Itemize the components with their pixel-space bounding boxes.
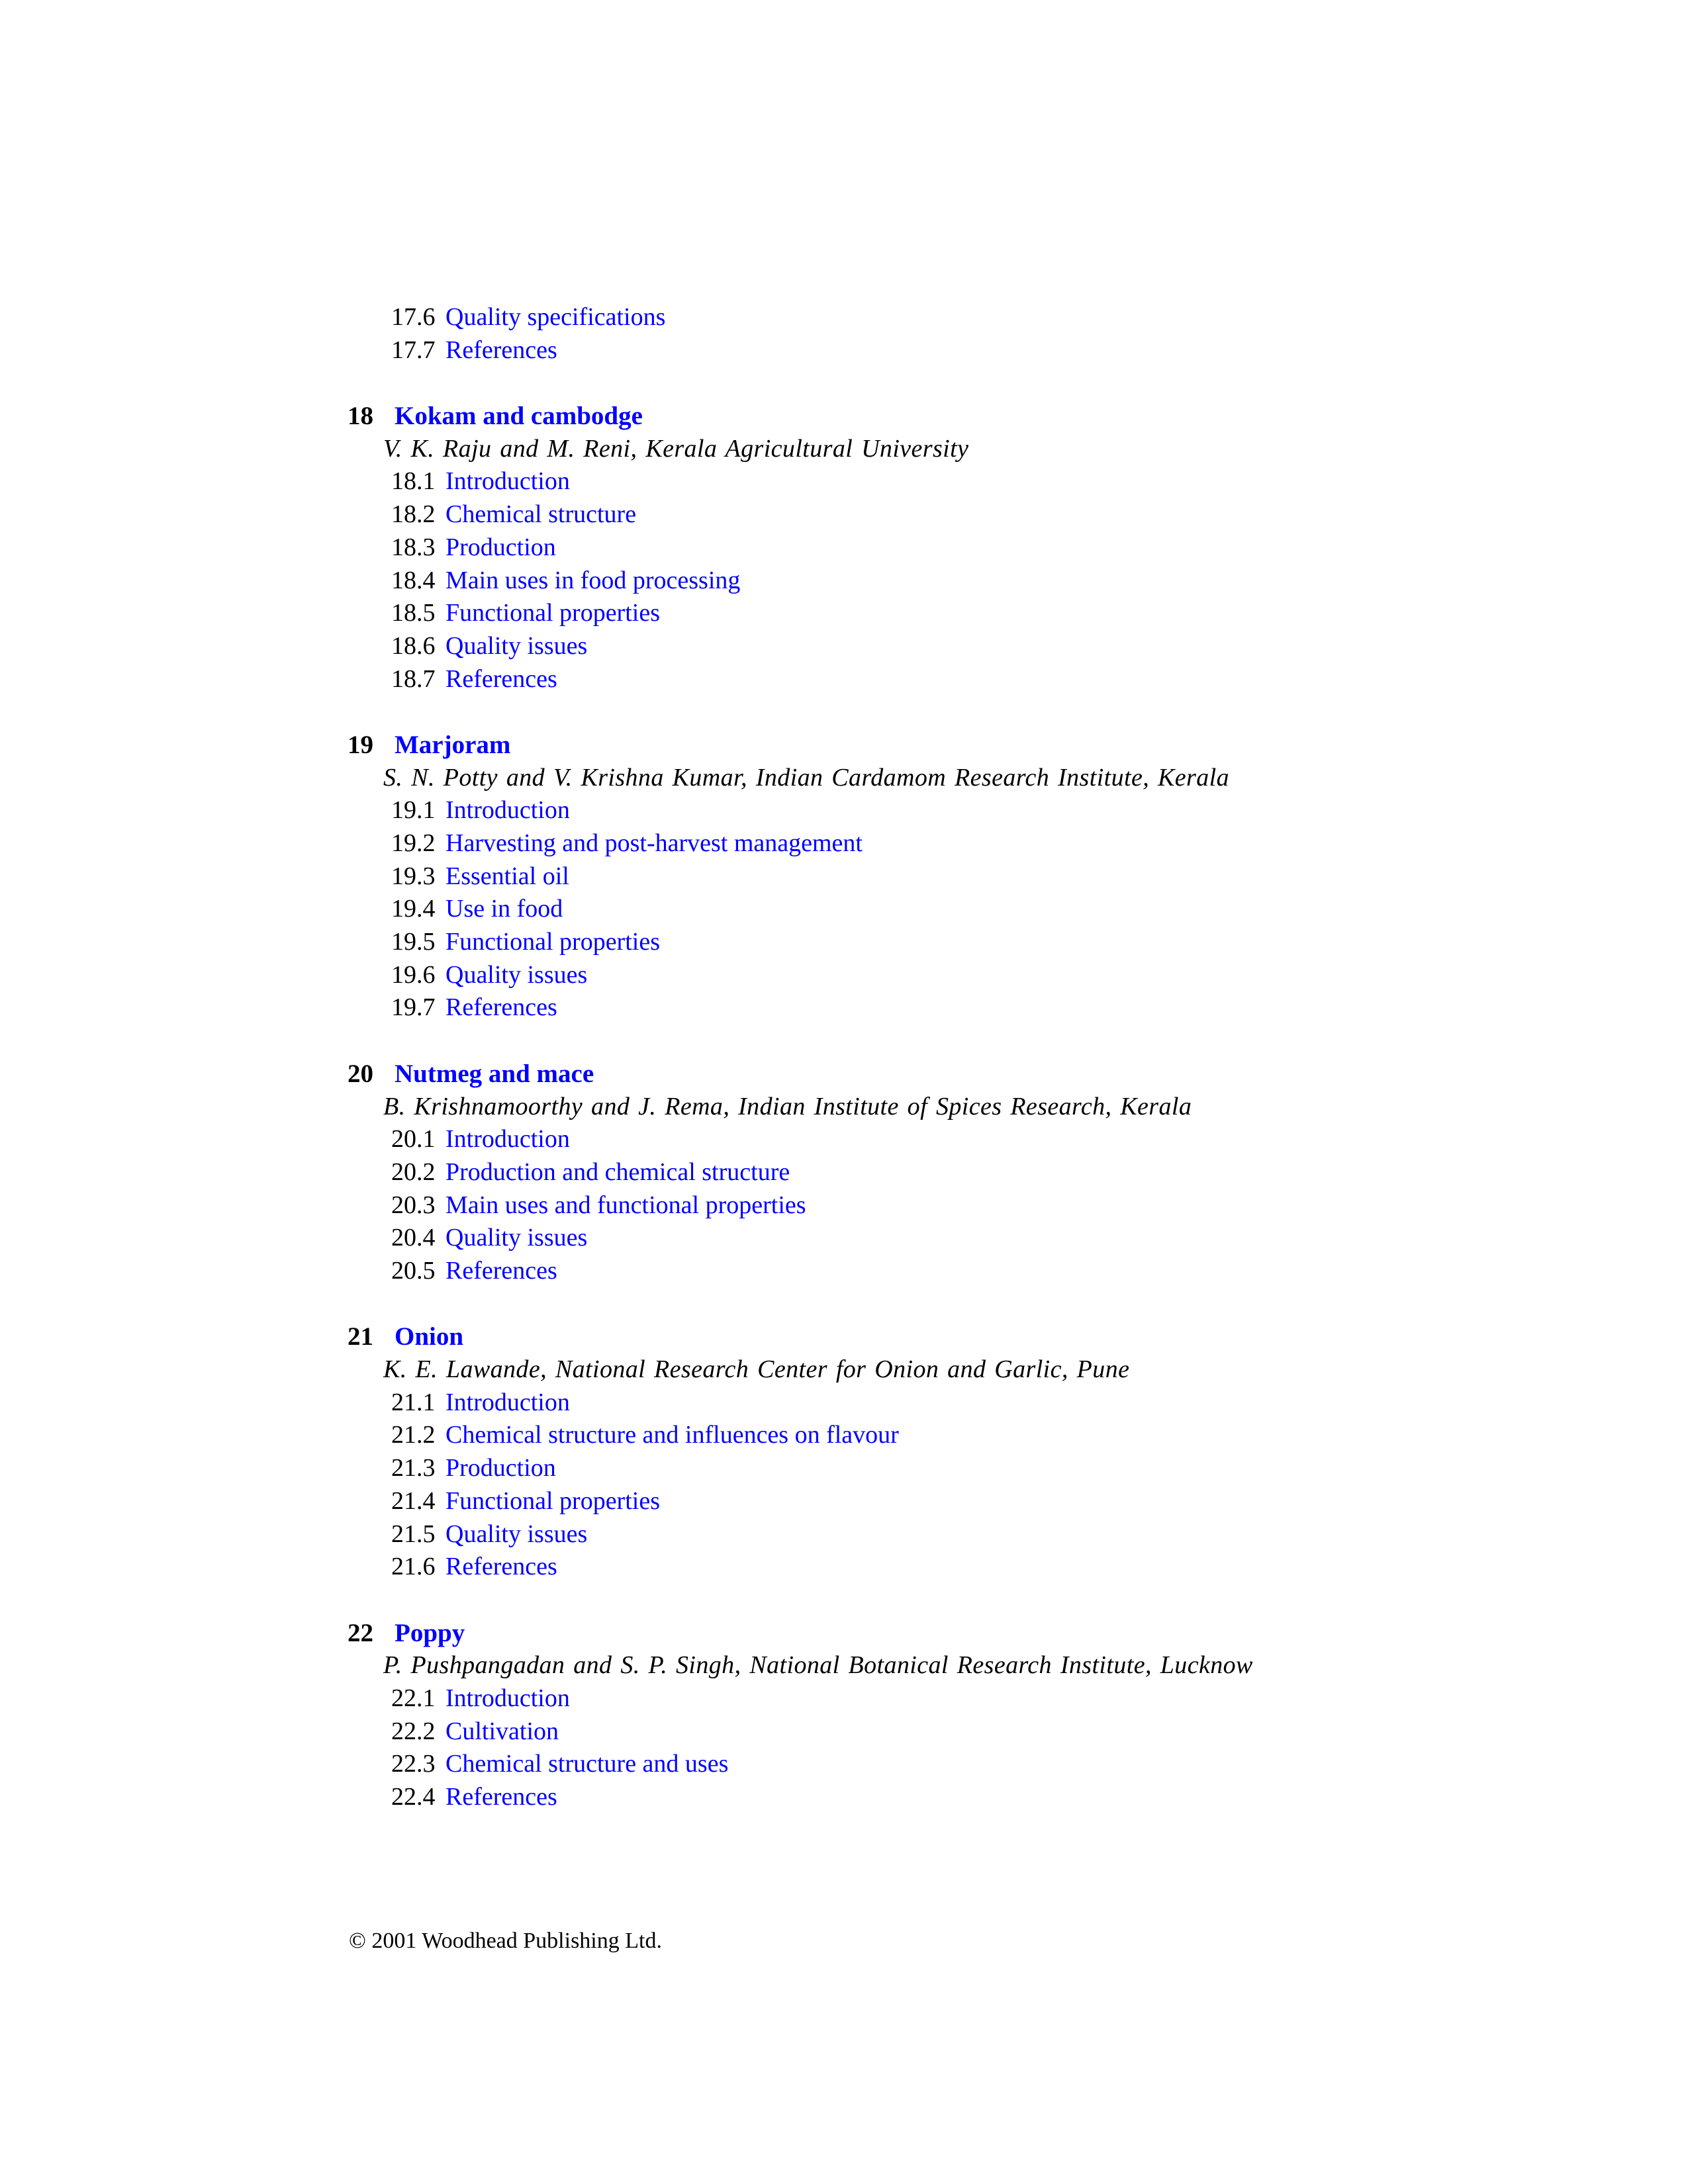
section-entry — [348, 301, 1340, 334]
section-number: 22.2 — [391, 1717, 436, 1745]
section-entry — [348, 1485, 1340, 1518]
chapter-title-link[interactable]: Nutmeg and mace — [395, 1059, 594, 1088]
section-number: 19.4 — [391, 895, 436, 923]
section-title-link[interactable]: Introduction — [445, 1125, 570, 1154]
section-title-link[interactable]: Quality specifications — [445, 303, 666, 331]
chapter-number: 20 — [348, 1059, 373, 1088]
chapter-number: 18 — [348, 402, 373, 431]
chapter-block — [348, 400, 1340, 696]
chapter-block — [348, 1058, 1340, 1288]
section-number: 22.1 — [391, 1684, 436, 1712]
chapter-number: 22 — [348, 1618, 373, 1647]
section-number: 20.5 — [391, 1256, 436, 1285]
section-number: 22.4 — [391, 1783, 436, 1811]
section-entry — [348, 334, 1340, 367]
section-title-link[interactable]: Introduction — [445, 467, 570, 496]
chapter-title-link[interactable]: Marjoram — [395, 730, 511, 759]
chapter-block — [348, 729, 1340, 1024]
section-entry — [348, 1452, 1340, 1485]
section-title-link[interactable]: Harvesting and post-harvest management — [445, 829, 863, 858]
chapter-authors: S. N. Potty and V. Krishna Kumar, Indian Cardamom Research Institute, Kerala — [383, 763, 1229, 792]
section-entry — [348, 1781, 1340, 1814]
section-title-link[interactable]: References — [445, 664, 557, 693]
section-number: 18.5 — [391, 599, 436, 627]
section-entry — [348, 991, 1340, 1024]
section-entry — [348, 1255, 1340, 1288]
section-title-link[interactable]: Main uses and functional properties — [445, 1191, 806, 1219]
section-number: 19.1 — [391, 796, 436, 825]
chapter-authors: P. Pushpangadan and S. P. Singh, National Botanical Research Institute, Lucknow — [383, 1651, 1253, 1680]
section-number: 21.6 — [391, 1553, 436, 1581]
section-entry — [348, 630, 1340, 663]
section-entry — [348, 926, 1340, 959]
section-title-link[interactable]: Functional properties — [445, 1486, 660, 1515]
chapter-block — [348, 301, 1340, 367]
section-entry — [348, 1419, 1340, 1452]
section-number: 20.3 — [391, 1191, 436, 1219]
section-title-link[interactable]: Quality issues — [445, 631, 588, 660]
section-entry — [348, 1518, 1340, 1551]
section-number: 21.2 — [391, 1421, 436, 1449]
section-entry — [348, 498, 1340, 531]
section-title-link[interactable]: Essential oil — [445, 862, 569, 890]
section-title-link[interactable]: Quality issues — [445, 1224, 588, 1252]
section-number: 20.1 — [391, 1125, 436, 1154]
copyright-footer: © 2001 Woodhead Publishing Ltd. — [349, 1929, 662, 1953]
section-number: 18.2 — [391, 500, 436, 529]
section-title-link[interactable]: Introduction — [445, 1684, 570, 1712]
section-title-link[interactable]: Use in food — [445, 895, 563, 923]
section-title-link[interactable]: References — [445, 1553, 557, 1581]
section-title-link[interactable]: Introduction — [445, 1388, 570, 1416]
section-title-link[interactable]: Quality issues — [445, 1520, 588, 1548]
section-title-link[interactable]: References — [445, 1783, 557, 1811]
section-title-link[interactable]: Chemical structure and influences on flavour — [445, 1421, 899, 1449]
section-entry — [348, 794, 1340, 827]
section-title-link[interactable]: Chemical structure and uses — [445, 1750, 729, 1778]
section-entry — [348, 1715, 1340, 1749]
section-number: 18.3 — [391, 533, 436, 561]
section-entry — [348, 1189, 1340, 1222]
section-number: 18.6 — [391, 631, 436, 660]
section-title-link[interactable]: Production — [445, 1454, 556, 1482]
chapter-heading — [348, 1320, 1340, 1353]
section-number: 19.6 — [391, 960, 436, 989]
section-number: 19.7 — [391, 993, 436, 1022]
section-number: 20.4 — [391, 1224, 436, 1252]
section-entry — [348, 597, 1340, 630]
section-number: 21.1 — [391, 1388, 436, 1416]
section-title-link[interactable]: References — [445, 336, 557, 364]
chapter-number: 21 — [348, 1322, 373, 1351]
section-title-link[interactable]: Chemical structure — [445, 500, 637, 529]
section-entry — [348, 1222, 1340, 1255]
chapter-title-link[interactable]: Kokam and cambodge — [395, 402, 643, 431]
section-entry — [348, 1156, 1340, 1189]
section-entry — [348, 893, 1340, 926]
section-title-link[interactable]: Functional properties — [445, 599, 660, 627]
section-entry — [348, 827, 1340, 860]
section-title-link[interactable]: Main uses in food processing — [445, 566, 741, 594]
section-entry — [348, 531, 1340, 565]
chapter-block — [348, 1320, 1340, 1584]
chapter-heading — [348, 1058, 1340, 1091]
section-title-link[interactable]: Production — [445, 533, 556, 561]
chapter-block — [348, 1617, 1340, 1814]
section-number: 21.5 — [391, 1520, 436, 1548]
section-title-link[interactable]: Introduction — [445, 796, 570, 825]
section-entry — [348, 1551, 1340, 1584]
chapter-authors: K. E. Lawande, National Research Center for Onion and Garlic, Pune — [383, 1355, 1130, 1384]
chapter-authors: B. Krishnamoorthy and J. Rema, Indian Institute of Spices Research, Kerala — [383, 1092, 1192, 1120]
section-number: 17.7 — [391, 336, 436, 364]
section-entry — [348, 465, 1340, 498]
chapter-heading — [348, 729, 1340, 762]
section-number: 22.3 — [391, 1750, 436, 1778]
section-number: 18.7 — [391, 664, 436, 693]
section-number: 21.4 — [391, 1486, 436, 1515]
section-entry — [348, 565, 1340, 598]
section-title-link[interactable]: Cultivation — [445, 1717, 559, 1745]
chapter-title-link[interactable]: Poppy — [395, 1618, 465, 1647]
section-number: 19.3 — [391, 862, 436, 890]
chapter-heading — [348, 400, 1340, 433]
section-number: 21.3 — [391, 1454, 436, 1482]
section-number: 19.5 — [391, 928, 436, 956]
section-title-link[interactable]: Quality issues — [445, 960, 588, 989]
chapter-heading — [348, 1617, 1340, 1650]
section-entry — [348, 1748, 1340, 1781]
section-title-link[interactable]: References — [445, 1256, 557, 1285]
section-entry — [348, 1682, 1340, 1715]
section-entry — [348, 959, 1340, 992]
section-number: 20.2 — [391, 1158, 436, 1186]
section-entry — [348, 663, 1340, 696]
chapter-title-link[interactable]: Onion — [395, 1322, 464, 1351]
section-number: 17.6 — [391, 303, 436, 331]
section-title-link[interactable]: Production and chemical structure — [445, 1158, 790, 1186]
section-entry — [348, 1123, 1340, 1156]
table-of-contents — [348, 301, 1340, 1814]
section-title-link[interactable]: Functional properties — [445, 928, 660, 956]
section-entry — [348, 860, 1340, 893]
chapter-authors: V. K. Raju and M. Reni, Kerala Agricultural University — [383, 434, 969, 463]
section-title-link[interactable]: References — [445, 993, 557, 1022]
section-number: 18.1 — [391, 467, 436, 496]
section-entry — [348, 1387, 1340, 1420]
chapter-number: 19 — [348, 730, 373, 759]
section-number: 18.4 — [391, 566, 436, 594]
section-number: 19.2 — [391, 829, 436, 858]
